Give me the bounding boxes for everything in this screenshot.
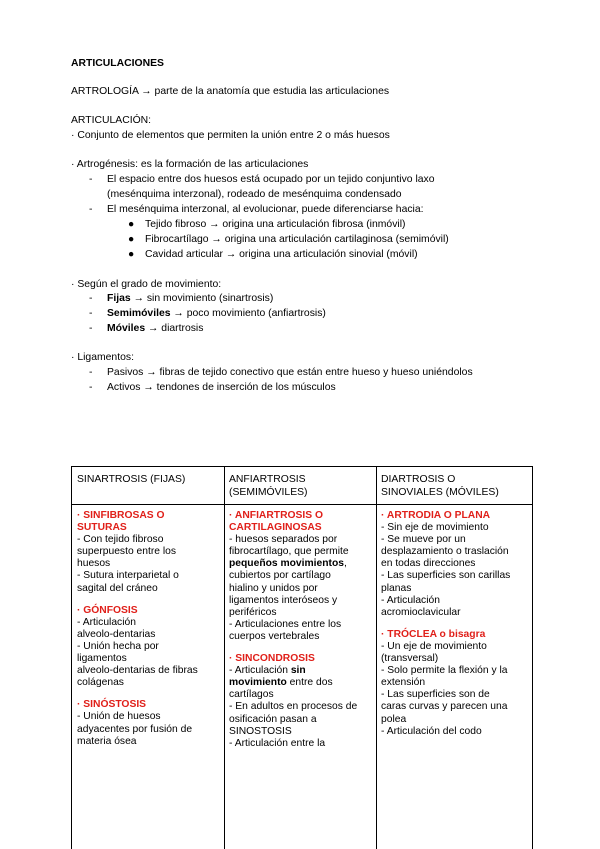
ligamentos-intro: · Ligamentos: xyxy=(71,352,134,363)
ligamentos-pasivos: Pasivos → fibras de tejido conectivo que están entre hueso y hueso uniéndolos xyxy=(107,367,473,378)
table-cell-line: (SEMIMÓVILES) xyxy=(229,487,308,498)
grado-intro: · Según el grado de movimiento: xyxy=(71,279,222,290)
dash-marker: - xyxy=(89,293,93,304)
table-cell-line: SUTURAS xyxy=(77,522,127,534)
section-anfiartrosis: · ANFIARTROSIS O xyxy=(229,510,324,521)
artrogenesis-subitem-2: Fibrocartílago → origina una articulación cartilaginosa (semimóvil) xyxy=(145,234,449,245)
section-gonfosis: · GÓNFOSIS xyxy=(77,604,138,616)
table-cell-line: ligamentos xyxy=(77,653,127,665)
grado-moviles-desc: → diartrosis xyxy=(145,323,204,334)
table-cell-line: - Sin eje de movimiento xyxy=(381,522,489,534)
dash-marker: - xyxy=(89,323,93,334)
ligamentos-activos: Activos → tendones de inserción de los músculos xyxy=(107,382,336,393)
table-cell-line: - Sutura interparietal o xyxy=(77,570,179,582)
dash-marker: - xyxy=(89,382,93,393)
grado-item-fijas xyxy=(107,292,273,305)
table-cell-line: CARTILAGINOSAS xyxy=(229,522,322,534)
table-cell-line xyxy=(229,643,357,653)
column-divider xyxy=(376,467,377,849)
header-anfiartrosis xyxy=(229,473,308,499)
table-cell-line: - Articulación entre la xyxy=(229,737,326,749)
artrogenesis-item-1-line-2: (mesénquima interzonal), rodeado de mesénquima condensado xyxy=(107,189,402,200)
grado-item-moviles xyxy=(107,322,203,335)
table-cell-line xyxy=(77,689,198,699)
table-cell-line: adyacentes por fusión de xyxy=(77,723,193,735)
table-cell-line: - Articulación xyxy=(381,594,440,606)
artrogenesis-item-2: El mesénquima interzonal, al evolucionar, puede diferenciarse hacia: xyxy=(107,204,424,215)
text-span: pequeños movimientos xyxy=(229,558,345,570)
table-cell-line: planas xyxy=(381,582,412,594)
table-cell-line: - Las superficies son de xyxy=(381,689,490,701)
table-cell-line: alveolo-dentarias xyxy=(77,628,156,640)
table-cell-line: superpuesto entre los xyxy=(77,546,177,558)
table-cell-line: ANFIARTROSIS xyxy=(229,474,306,485)
text-span: sin xyxy=(290,665,306,677)
artrogenesis-subitem-3: Cavidad articular → origina una articulación sinovial (móvil) xyxy=(145,249,418,260)
table-cell-line: SINARTROSIS (FIJAS) xyxy=(77,474,186,485)
text-span: , xyxy=(344,558,347,570)
column-anfiartrosis xyxy=(229,510,357,750)
table-cell-line: - huesos separados por xyxy=(229,534,338,546)
table-cell-line: - Articulación del codo xyxy=(381,725,482,737)
table-cell-line: huesos xyxy=(77,558,111,570)
table-cell-line: cuerpos vertebrales xyxy=(229,630,320,642)
table-cell-line: SINOSTOSIS xyxy=(229,725,292,737)
table-cell-line: - Un eje de movimiento xyxy=(381,640,487,652)
artrologia-term: ARTROLOGÍA xyxy=(71,86,139,97)
artrologia-def: parte de la anatomía que estudia las articulaciones xyxy=(154,86,390,97)
table-cell-line: (transversal) xyxy=(381,653,439,665)
grado-item-semimoviles xyxy=(107,307,326,320)
bullet-dot-icon: ● xyxy=(128,219,135,230)
table-cell-line: - En adultos en procesos de xyxy=(229,701,358,713)
table-cell-line xyxy=(77,595,198,605)
table-cell-line: acromioclavicular xyxy=(381,606,461,618)
table-cell-line: DIARTROSIS O xyxy=(381,474,456,485)
table-cell-line: polea xyxy=(381,713,407,725)
articulacion-definition: · Conjunto de elementos que permiten la unión entre 2 o más huesos xyxy=(71,130,390,141)
table-cell-line xyxy=(229,665,357,677)
table-cell-line: - Las superficies son carillas xyxy=(381,570,511,582)
grado-semimoviles-label: Semimóviles xyxy=(107,308,171,319)
table-cell-line: periféricos xyxy=(229,606,277,618)
dash-marker: - xyxy=(89,174,93,185)
artrologia-definition xyxy=(71,85,389,98)
table-cell-line: en todas direcciones xyxy=(381,558,476,570)
articulacion-heading: ARTICULACIÓN: xyxy=(71,115,152,126)
artrogenesis-subitem-1: Tejido fibroso → origina una articulación fibrosa (inmóvil) xyxy=(145,219,406,230)
table-cell-line: desplazamiento o traslación xyxy=(381,546,509,558)
table-cell-line: - Articulación xyxy=(77,616,136,628)
table-cell-line xyxy=(381,619,510,629)
column-diartrosis xyxy=(381,510,510,738)
artrogenesis-item-1-line-1: El espacio entre dos huesos está ocupado por un tejido conjuntivo laxo xyxy=(107,174,435,185)
table-cell-line: caras curvas y parecen una xyxy=(381,701,508,713)
classification-table xyxy=(71,466,533,849)
table-cell-line: - Se mueve por un xyxy=(381,534,466,546)
table-cell-line xyxy=(229,677,357,689)
column-sinartrosis xyxy=(77,510,198,748)
grado-fijas-label: Fijas xyxy=(107,293,131,304)
artrogenesis-intro: · Artrogénesis: es la formación de las articulaciones xyxy=(71,159,309,170)
text-span: entre dos xyxy=(286,677,333,689)
header-diartrosis xyxy=(381,473,499,499)
table-cell-line: colágenas xyxy=(77,677,124,689)
bullet-dot-icon: ● xyxy=(128,234,135,245)
table-cell-line: - Unión de huesos xyxy=(77,711,161,723)
page-title: ARTICULACIONES xyxy=(71,58,164,69)
table-cell-line: hialino y unidos por xyxy=(229,582,318,594)
grado-moviles-label: Móviles xyxy=(107,323,146,334)
table-cell-line: - Con tejido fibroso xyxy=(77,534,164,546)
table-cell-line: cubiertos por cartílago xyxy=(229,570,331,582)
table-cell-line: - Articulaciones entre los xyxy=(229,618,342,630)
header-sinartrosis xyxy=(77,473,185,486)
dash-marker: - xyxy=(89,367,93,378)
grado-fijas-desc: → sin movimiento (sinartrosis) xyxy=(130,293,274,304)
table-cell-line: cartílagos xyxy=(229,689,274,701)
section-troclea: · TRÓCLEA o bisagra xyxy=(381,628,486,640)
table-cell-line: - Solo permite la flexión y la xyxy=(381,665,508,677)
column-divider xyxy=(224,467,225,849)
dash-marker: - xyxy=(89,204,93,215)
arrow-icon: → xyxy=(141,86,152,97)
section-sincondrosis: · SINCONDROSIS xyxy=(229,653,315,665)
table-cell-line: fibrocartílago, que permite xyxy=(229,546,349,558)
table-cell-line: alveolo-dentarias de fibras xyxy=(77,665,198,677)
table-cell-line: extensión xyxy=(381,677,426,689)
section-artrodia: · ARTRODIA O PLANA xyxy=(381,510,491,521)
table-cell-line: SINOVIALES (MÓVILES) xyxy=(381,487,499,498)
table-cell-line: ligamentos interóseos y xyxy=(229,594,338,606)
table-cell-line: sagital del cráneo xyxy=(77,582,158,594)
grado-semimoviles-desc: → poco movimiento (anfiartrosis) xyxy=(170,308,326,319)
section-sinfibrosas: · SINFIBROSAS O xyxy=(77,510,165,521)
section-sinostosis: · SINÓSTOSIS xyxy=(77,699,147,711)
text-span: - Articulación xyxy=(229,665,291,677)
text-span: movimiento xyxy=(229,677,287,689)
table-cell-line xyxy=(229,558,357,570)
table-cell-line: materia ósea xyxy=(77,735,137,747)
dash-marker: - xyxy=(89,308,93,319)
table-cell-line: osificación pasan a xyxy=(229,713,317,725)
bullet-dot-icon: ● xyxy=(128,249,135,260)
table-cell-line: - Unión hecha por xyxy=(77,640,159,652)
